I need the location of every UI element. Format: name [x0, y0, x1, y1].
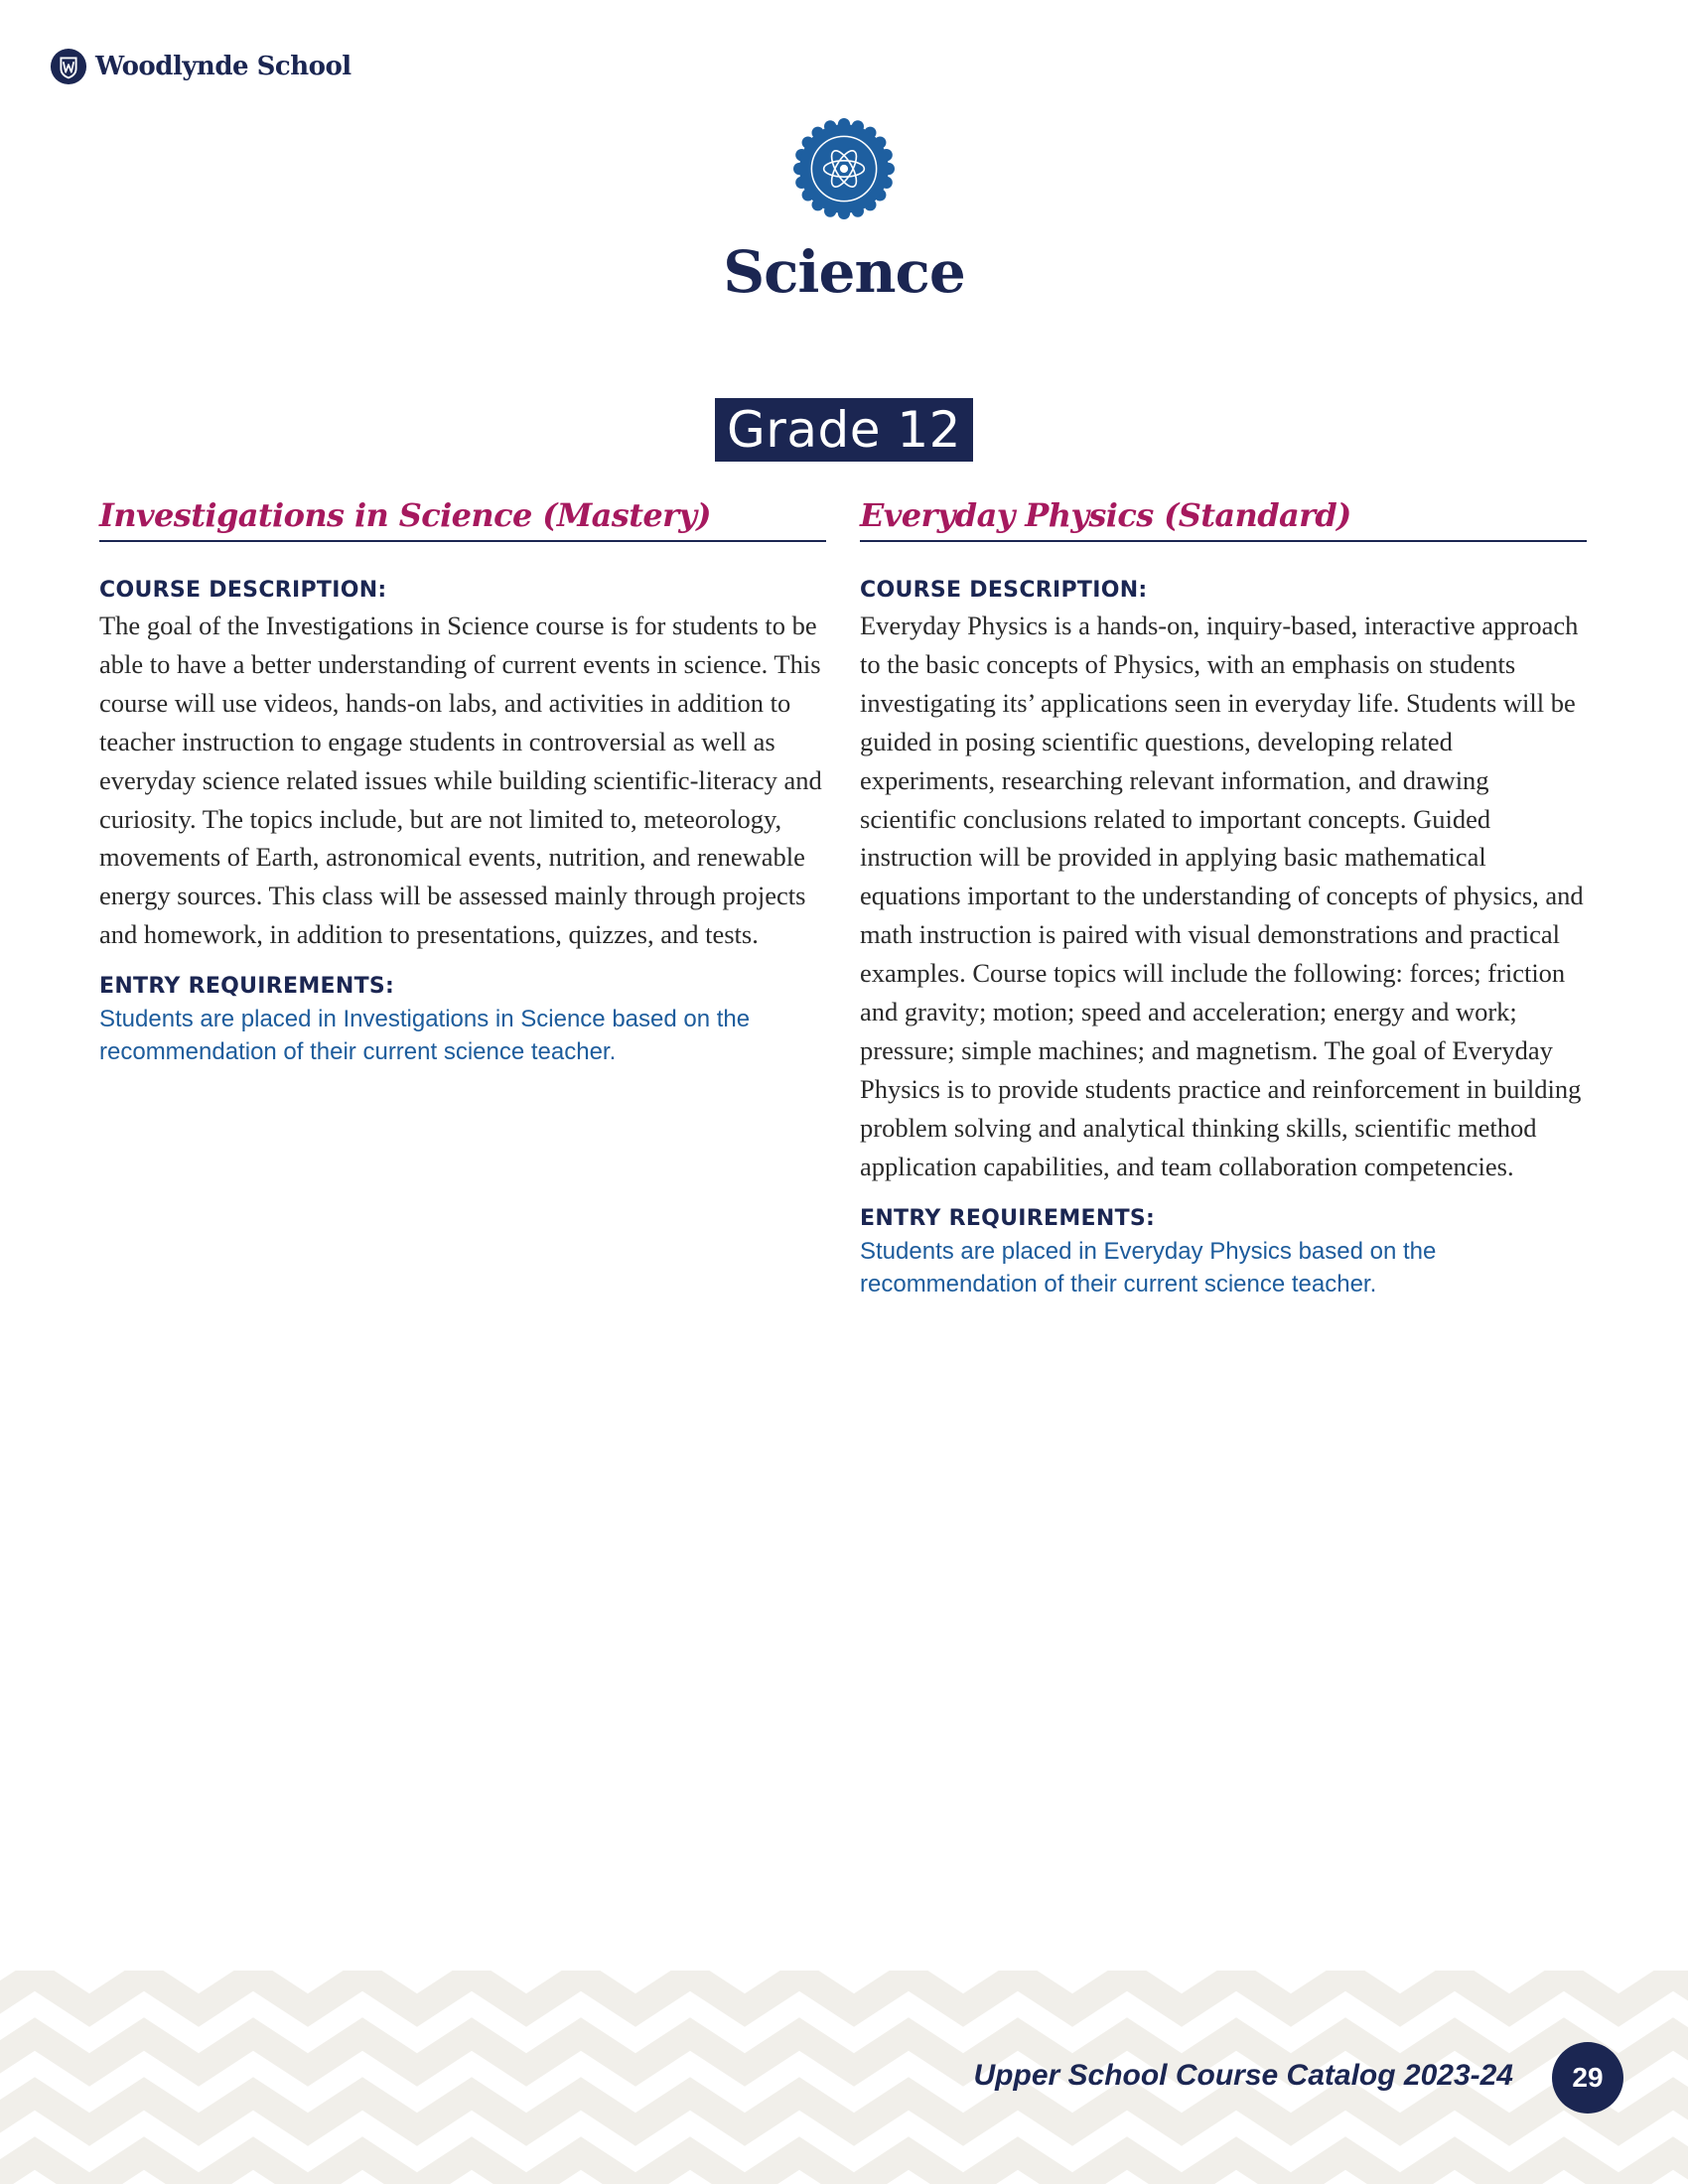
page-number: 29	[1552, 2042, 1623, 2114]
entry-requirements-label: ENTRY REQUIREMENTS:	[99, 974, 395, 1000]
course-title: Everyday Physics (Standard)	[860, 496, 1587, 542]
school-name: Woodlynde School	[95, 52, 352, 81]
atom-icon	[793, 118, 895, 219]
page-title: Science	[723, 238, 965, 306]
entry-requirements-text: Students are placed in Everyday Physics based on the recommendation of their current science teacher.	[860, 1237, 1437, 1297]
grade-label: Grade 12	[715, 398, 973, 462]
catalog-title: Upper School Course Catalog 2023-24	[973, 2059, 1513, 2092]
course-title: Investigations in Science (Mastery)	[99, 496, 826, 542]
course-description: The goal of the Investigations in Science course is for students to be able to have a better understanding of current events in science. This course will use videos, hands-on labs, and activities in addition to teacher instruction to engage students in controversial as well as everyday science related issues while building scientific-literacy and curiosity. The topics include, but are not limited to, meteorology, movements of Earth, astronomical events, nutrition, and renewable energy sources. This class will be assessed mainly through projects and homework, in addition to presentations, quizzes, and tests.	[99, 611, 822, 950]
course-description-label: COURSE DESCRIPTION:	[99, 578, 387, 603]
course-description-label: COURSE DESCRIPTION:	[860, 578, 1148, 603]
entry-requirements-text: Students are placed in Investigations in Science based on the recommendation of their current science teacher.	[99, 1006, 751, 1066]
school-logo	[50, 48, 352, 85]
grade-banner	[0, 398, 1688, 462]
shield-w-icon	[50, 48, 87, 85]
course-description: Everyday Physics is a hands-on, inquiry-based, interactive approach to the basic concepts of Physics, with an emphasis on students investigating its’ applications seen in everyday life. Students will be guided in posing scientific questions, developing related experiments, researching relevant information, and drawing scientific conclusions related to important concepts. Guided instruction will be provided in applying basic mathematical equations important to the understanding of concepts of physics, and math instruction is paired with visual demonstrations and practical examples. Course topics will include the following: forces; friction and gravity; motion; speed and acceleration; energy and work; pressure; simple machines; and magnetism. The goal of Everyday Physics is to provide students practice and reinforcement in building problem solving and analytical thinking skills, scientific method application capabilities, and team collaboration competencies.	[860, 611, 1584, 1181]
course-column-right	[860, 496, 1587, 1300]
entry-requirements-label: ENTRY REQUIREMENTS:	[860, 1205, 1156, 1231]
course-column-left	[99, 496, 826, 1068]
